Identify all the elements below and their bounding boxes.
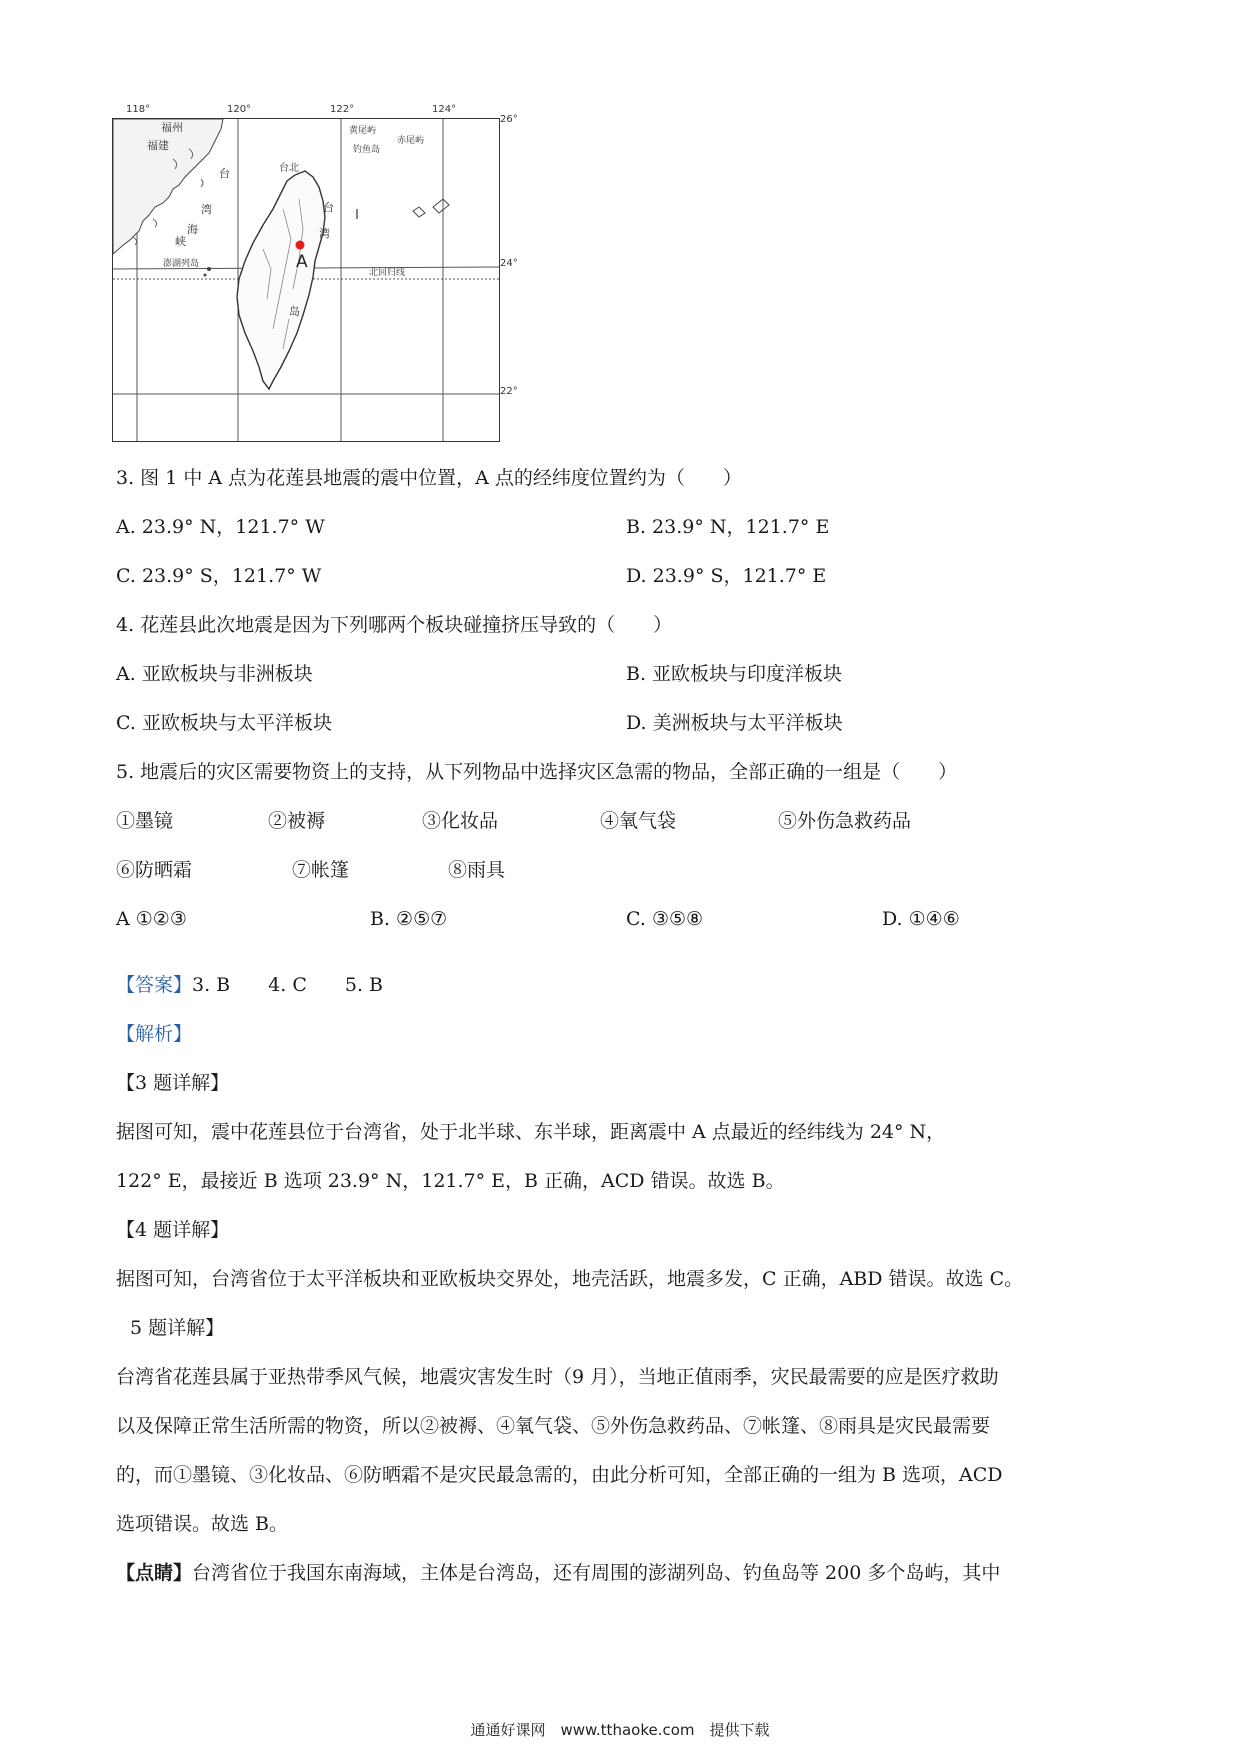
lon-label-118: 118° <box>126 104 151 115</box>
detail-4-heading: 【4 题详解】 <box>116 1219 230 1241</box>
q5-option-a[interactable]: A ①②③ <box>116 908 187 930</box>
taiwan-map <box>113 119 499 441</box>
penghu-island-dot <box>207 267 211 271</box>
fuzhou-label: 福州 <box>161 121 183 134</box>
q4-option-c[interactable]: C. 亚欧板块与太平洋板块 <box>116 712 332 734</box>
answer-text: 3. B 4. C 5. B <box>192 974 383 996</box>
q5-stem: 5. 地震后的灾区需要物资上的支持，从下列物品中选择灾区急需的物品，全部正确的一组是（ ） <box>116 761 958 783</box>
q5-option-c[interactable]: C. ③⑤⑧ <box>626 908 704 930</box>
q5-item-3: ③化妆品 <box>422 810 499 832</box>
lat-label-24: 24° <box>500 258 518 269</box>
taiwan-strait-label-3: 海 <box>187 223 198 236</box>
tropic-label: 北回归线 <box>369 268 406 278</box>
analysis-label: 【解析】 <box>116 1023 193 1045</box>
point-a-marker <box>296 241 305 250</box>
fujian-label: 福建 <box>147 139 169 152</box>
taiwan-island-outline <box>237 171 325 389</box>
detail-3-line-2: 122° E，最接近 B 选项 23.9° N，121.7° E，B 正确，ACD 错误。故选 B。 <box>116 1170 785 1192</box>
q5-item-7: ⑦帐篷 <box>292 859 350 881</box>
map-figure <box>112 118 500 442</box>
q5-item-1: ①墨镜 <box>116 810 174 832</box>
diaoyu-label: 钓鱼岛 <box>353 145 381 155</box>
answer-line <box>116 972 383 998</box>
point-a-label: A <box>296 252 308 272</box>
taiwan-strait-label-4: 峡 <box>175 235 186 248</box>
taiwan-island-label-1: 台 <box>323 201 334 214</box>
q5-option-d[interactable]: D. ①④⑥ <box>882 908 960 930</box>
detail-5-line-1: 台湾省花莲县属于亚热带季风气候，地震灾害发生时（9 月），当地正值雨季，灾民最需要的应是医疗救助 <box>116 1366 999 1388</box>
q4-stem: 4. 花莲县此次地震是因为下列哪两个板块碰撞挤压导致的（ ） <box>116 614 673 636</box>
q3-option-c[interactable]: C. 23.9° S，121.7° W <box>116 565 322 587</box>
page-footer: 通通好课网 www.tthaoke.com 提供下载 <box>470 1721 770 1739</box>
penghu-label: 澎湖列岛 <box>163 259 200 269</box>
chiwei-label: 赤尾屿 <box>397 136 425 146</box>
detail-4-line-1: 据图可知，台湾省位于太平洋板块和亚欧板块交界处，地壳活跃，地震多发，C 正确，ABD 错误。故选 C。 <box>116 1268 1024 1290</box>
penghu-island-dot <box>204 274 207 277</box>
q5-option-b[interactable]: B. ②⑤⑦ <box>370 908 448 930</box>
taiwan-strait-label-1: 台 <box>219 167 230 180</box>
answer-label: 【答案】 <box>116 974 193 996</box>
taibei-label: 台北 <box>279 163 299 174</box>
lon-label-124: 124° <box>432 104 457 115</box>
detail-3-line-1: 据图可知，震中花莲县位于台湾省，处于北半球、东半球，距离震中 A 点最近的经纬线为 24° N， <box>116 1121 946 1143</box>
q3-option-d[interactable]: D. 23.9° S，121.7° E <box>626 565 827 587</box>
taiwan-island-label-3: 岛 <box>289 305 300 318</box>
diaoyu-islands-shape <box>413 199 449 217</box>
q3-option-b[interactable]: B. 23.9° N，121.7° E <box>626 516 830 538</box>
q4-option-a[interactable]: A. 亚欧板块与非洲板块 <box>116 663 313 685</box>
taiwan-strait-label-2: 湾 <box>201 203 212 216</box>
huangwei-label: 黄尾屿 <box>349 126 377 136</box>
dianjing-label: 【点睛】 <box>116 1562 193 1584</box>
lat-label-26: 26° <box>500 114 518 125</box>
q5-item-4: ④氧气袋 <box>600 810 677 832</box>
lon-label-122: 122° <box>330 104 355 115</box>
q5-item-5: ⑤外伤急救药品 <box>778 810 912 832</box>
q4-option-d[interactable]: D. 美洲板块与太平洋板块 <box>626 712 843 734</box>
taiwan-island-label-2: 湾 <box>319 227 330 240</box>
q3-stem: 3. 图 1 中 A 点为花莲县地震的震中位置，A 点的经纬度位置约为（ ） <box>116 467 742 489</box>
detail-5-line-4: 选项错误。故选 B。 <box>116 1513 289 1535</box>
detail-5-line-3: 的，而①墨镜、③化妆品、⑥防晒霜不是灾民最急需的，由此分析可知，全部正确的一组为 B 选项，ACD <box>116 1464 1003 1486</box>
q3-option-a[interactable]: A. 23.9° N，121.7° W <box>116 516 325 538</box>
detail-5-heading: 5 题详解】 <box>130 1317 225 1339</box>
q5-item-6: ⑥防晒霜 <box>116 859 193 881</box>
dianjing-text: 台湾省位于我国东南海域，主体是台湾岛，还有周围的澎湖列岛、钓鱼岛等 200 多个岛屿，其中 <box>192 1562 1001 1584</box>
q4-option-b[interactable]: B. 亚欧板块与印度洋板块 <box>626 663 843 685</box>
q5-item-2: ②被褥 <box>268 810 326 832</box>
lon-label-120: 120° <box>227 104 252 115</box>
dianjing-line <box>116 1560 1000 1586</box>
detail-3-heading: 【3 题详解】 <box>116 1072 230 1094</box>
detail-5-line-2: 以及保障正常生活所需的物资，所以②被褥、④氧气袋、⑤外伤急救药品、⑦帐篷、⑧雨具是灾民最需要 <box>116 1415 991 1437</box>
lat-label-22: 22° <box>500 386 518 397</box>
q5-item-8: ⑧雨具 <box>448 859 506 881</box>
